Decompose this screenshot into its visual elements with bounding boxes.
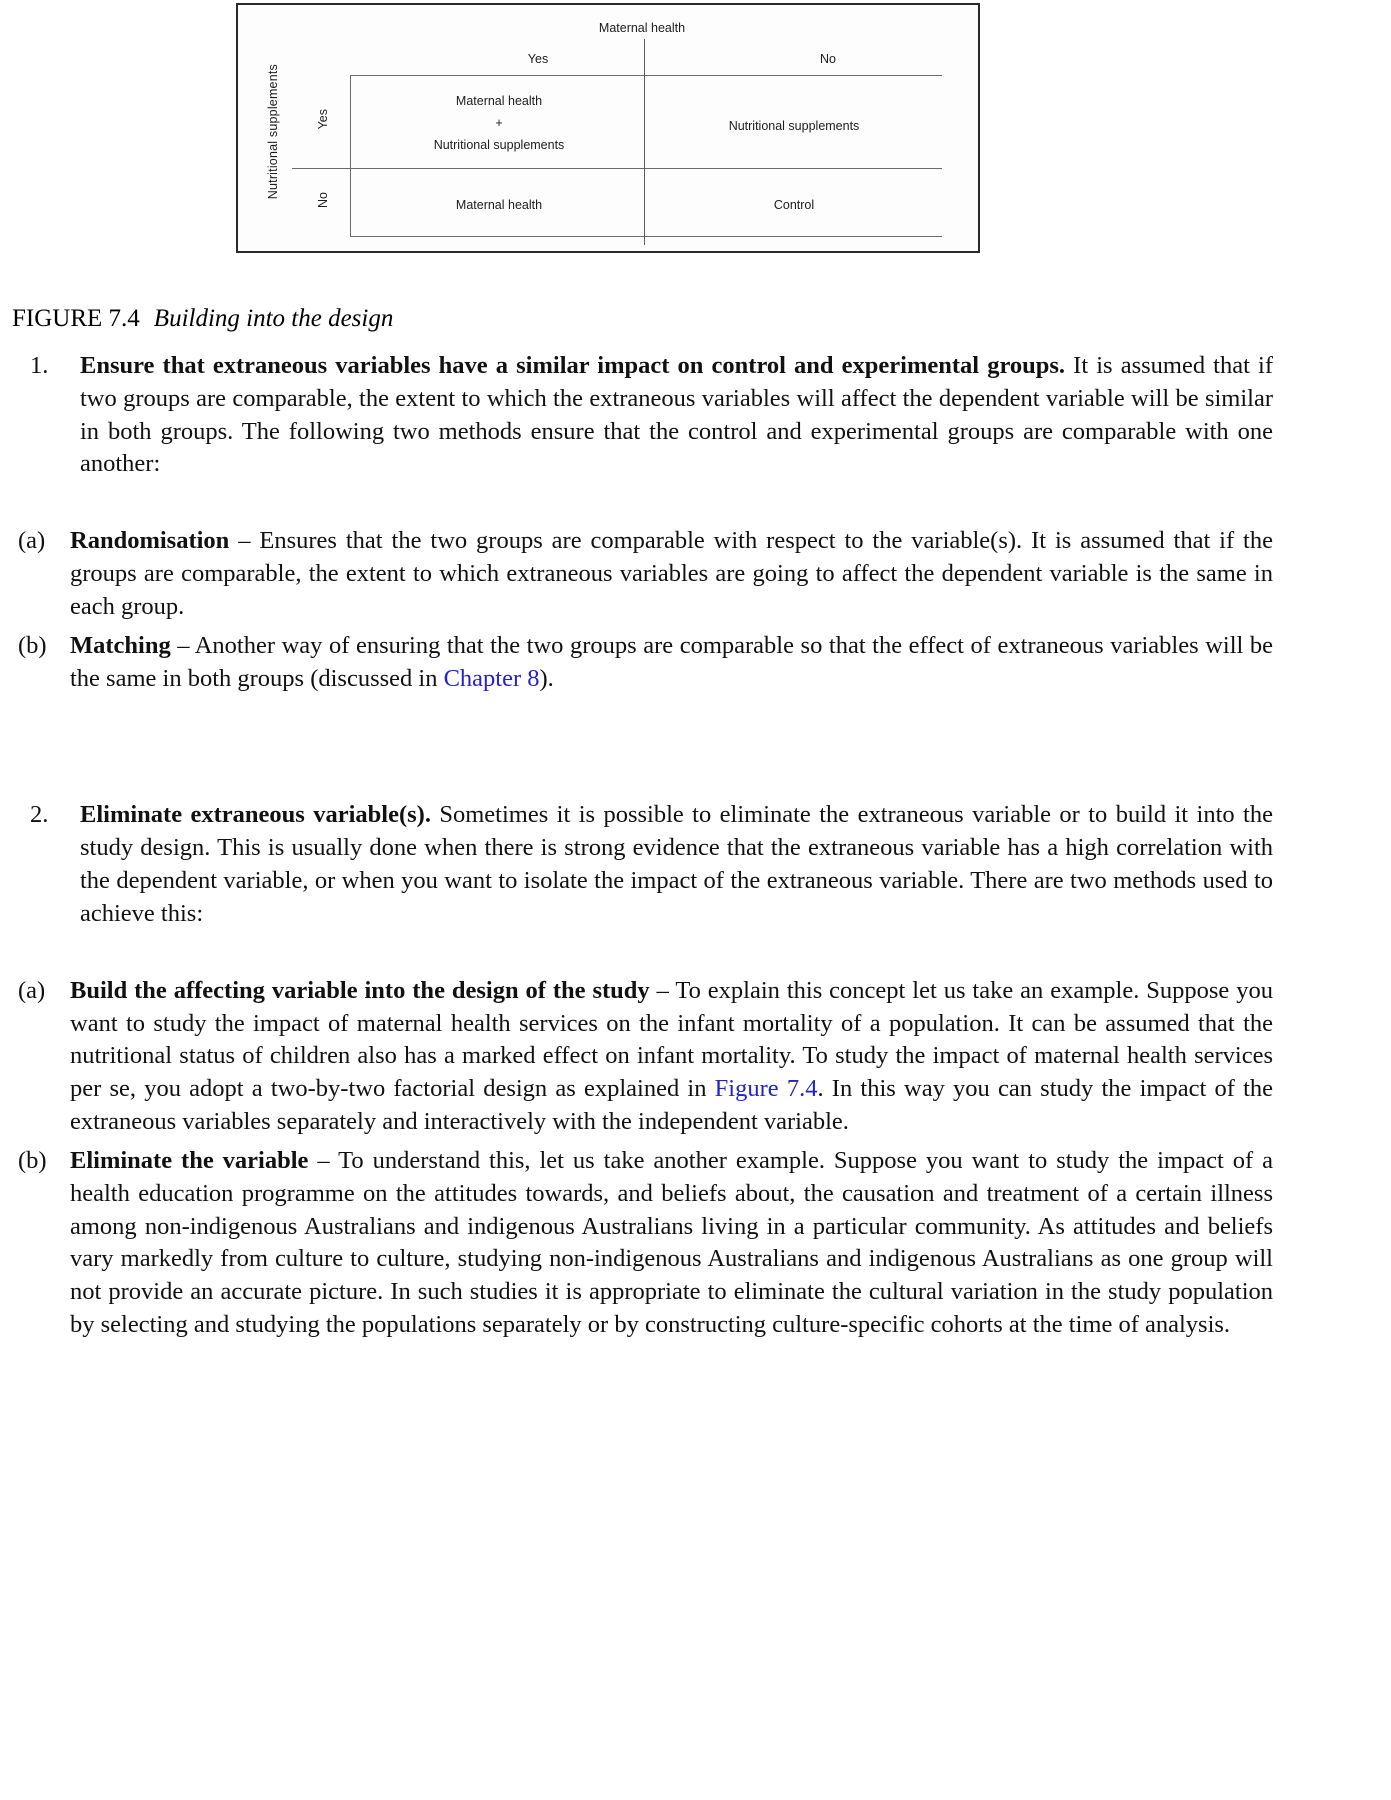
- list-item-2a-marker: (a): [18, 976, 46, 1004]
- figure-inner: [238, 5, 978, 251]
- figure-cell-no-no: Control: [773, 198, 815, 212]
- list-item-2-body: Sometimes it is possible to eliminate the extraneous variable or to build it into the study design. This is usually done when there is strong evidence that the extraneous variable has a high correlation with the dependent variable, or when you want to isolate the impact of the extraneous variable. There are two methods used to achieve this:: [80, 801, 1273, 927]
- list-item-1a-marker: (a): [18, 527, 46, 555]
- figure-cell-yes-yes-line2: +: [495, 115, 503, 130]
- list-item-1b-bold-lead: Matching: [70, 631, 171, 659]
- list-item-1a-text: [70, 525, 1391, 623]
- figure-cell-no-yes: Nutritional supplements: [728, 119, 860, 133]
- figure-row-label-no: [312, 170, 334, 230]
- list-item-2a-body-after-link: . In this way you can study the impact of the extraneous variables separately and interactively with the independent variable.: [70, 1075, 1274, 1136]
- figure-y-axis-label: [262, 29, 284, 234]
- list-item-1b-body-after-link: ).: [539, 664, 554, 692]
- figure-column-divider: [644, 39, 645, 245]
- spacer-after-item-1: [0, 481, 1391, 525]
- figure-cell-yes-no: Maternal health: [455, 198, 543, 212]
- figure-cell-yes-yes-line1: Maternal health: [455, 94, 543, 108]
- list-item-1b: [0, 630, 1391, 696]
- list-item-2a-body-before-link: – To explain this concept let us take an example. Suppose you want to study the impact of maternal health services on the infant mortality of a population. It can be assumed that the nutritional status of children also has a marked effect on infant mortality. To study the impact of maternal health services per se, you adopt a two-by-two factorial design as explained in: [70, 976, 1273, 1103]
- figure-row-label-no-text: No: [316, 192, 330, 208]
- list-item-1b-marker: (b): [18, 631, 47, 659]
- figure-7-4-diagram: [236, 3, 980, 253]
- list-item-2-marker: 2.: [30, 801, 49, 829]
- figure-7-4-link[interactable]: Figure 7.4: [714, 1075, 818, 1103]
- figure-column-label-no: No: [820, 52, 836, 66]
- figure-caption-number: FIGURE 7.4: [12, 305, 140, 332]
- list-item-2a: [0, 975, 1391, 1139]
- list-item-2b: [0, 1145, 1391, 1342]
- chapter-8-link[interactable]: Chapter 8: [443, 664, 540, 692]
- list-item-2-bold-lead: Eliminate extraneous variable(s).: [80, 801, 431, 829]
- list-item-1-body: It is assumed that if two groups are comparable, the extent to which the extraneous variables will affect the dependent variable will be similar in both groups. The following two methods ensure that the control and experimental groups are comparable with one another:: [80, 352, 1273, 478]
- list-item-2: [0, 799, 1391, 930]
- list-item-1b-body-before-link: – Another way of ensuring that the two groups are comparable so that the effect of extraneous variables will be the same in both groups (discussed in: [70, 631, 1273, 692]
- list-item-2b-bold-lead: Eliminate the variable: [70, 1146, 309, 1174]
- list-item-2b-marker: (b): [18, 1146, 47, 1174]
- list-item-1: [0, 350, 1391, 481]
- spacer-after-item-2: [0, 931, 1391, 975]
- list-item-1a: [0, 525, 1391, 623]
- figure-cell-yes-yes: [356, 91, 642, 157]
- spacer-before-item-2: [0, 695, 1391, 755]
- figure-row-label-yes: [312, 83, 334, 155]
- figure-column-label-yes: Yes: [527, 52, 549, 66]
- list-item-1-bold-lead: Ensure that extraneous variables have a similar impact on control and experimental groups.: [80, 352, 1066, 379]
- list-item-2a-bold-lead: Build the affecting variable into the design of the study: [70, 976, 650, 1004]
- figure-row-divider: [350, 168, 942, 169]
- figure-row-label-yes-text: Yes: [316, 108, 330, 130]
- list-item-2a-text: [70, 975, 1391, 1139]
- figure-cell-yes-yes-line3: Nutritional supplements: [433, 137, 565, 152]
- spacer-before-item-2-extra: [0, 755, 1391, 799]
- list-item-1a-bold-lead: Randomisation: [70, 527, 230, 555]
- list-item-2-text: [80, 799, 1391, 930]
- list-item-1-text: [80, 350, 1391, 481]
- list-item-2b-body: – To understand this, let us take another example. Suppose you want to study the impact of a health education programme on the attitudes towards, and beliefs about, the causation and treatment of a certain illness among non-indigenous Australians and indigenous Australians living in a particular community. As attitudes and beliefs vary markedly from culture to culture, studying non-indigenous Australians and indigenous Australians as one group will not provide an accurate picture. In such studies it is appropriate to eliminate the cultural variation in the study population by selecting and studying the populations separately or by constructing culture-specific cohorts at the time of analysis.: [70, 1146, 1273, 1339]
- figure-y-axis-label-text: Nutritional supplements: [266, 63, 280, 200]
- figure-caption: [12, 305, 393, 333]
- figure-x-axis-label: Maternal health: [598, 21, 686, 35]
- list-item-2b-text: [70, 1145, 1391, 1342]
- list-item-1b-text: [70, 630, 1391, 696]
- list-item-1a-body: – Ensures that the two groups are comparable with respect to the variable(s). It is assumed that if the groups are comparable, the extent to which extraneous variables are going to affect the dependent variable is the same in each group.: [70, 527, 1273, 620]
- figure-caption-title: Building into the design: [153, 305, 394, 332]
- list-item-1-marker: 1.: [30, 352, 49, 379]
- body-content: [0, 350, 1391, 1342]
- figure-row-divider-extension: [292, 168, 350, 169]
